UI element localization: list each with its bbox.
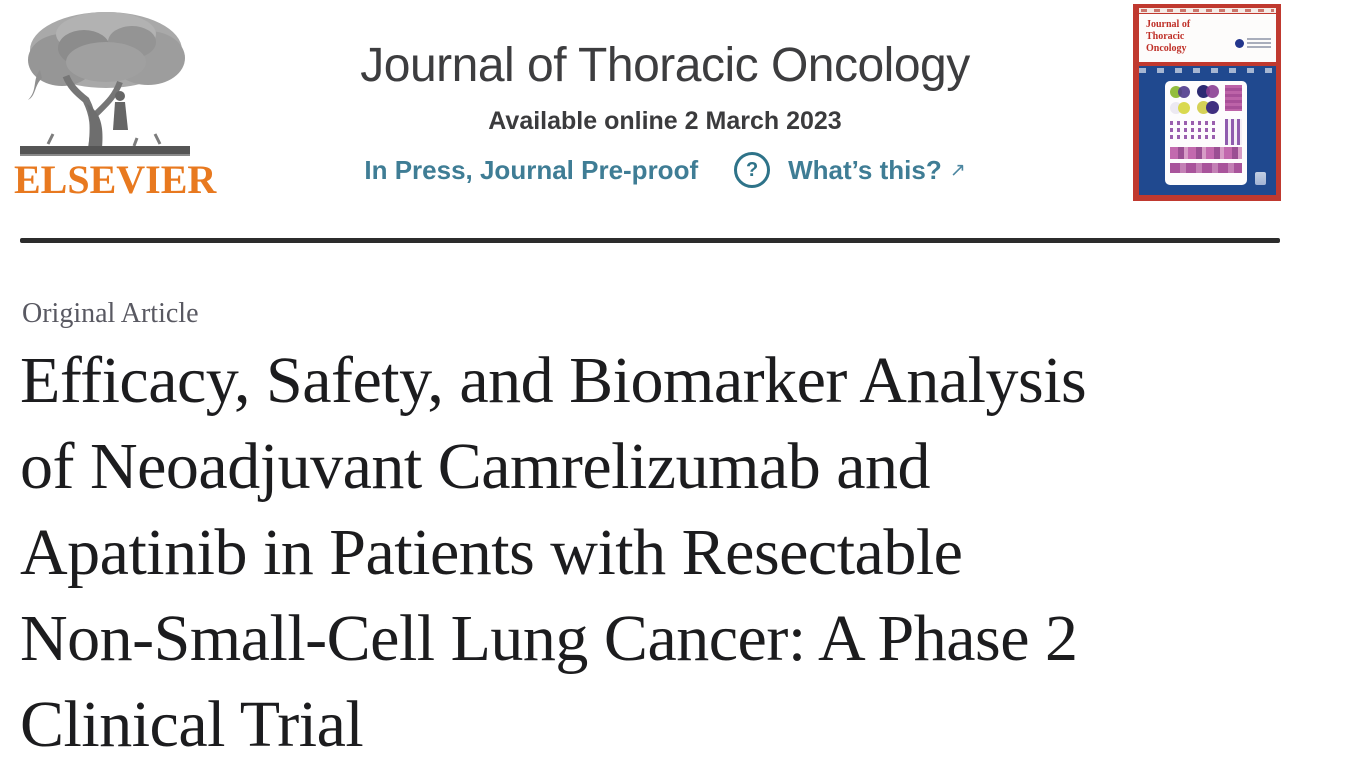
in-press-row [330,152,1000,188]
elsevier-tree-icon [14,6,198,158]
cover-society-logo [1235,36,1271,50]
article-title-line: Apatinib in Patients with Resectable [20,516,963,589]
cover-top-strip [1139,8,1276,13]
cover-masthead [1139,14,1276,62]
article-category: Original Article [22,298,199,329]
cover-issue-bar [1139,68,1276,73]
elsevier-wordmark: ELSEVIER [14,157,217,202]
journal-title: Journal of Thoracic Oncology [360,39,970,92]
cover-body [1139,66,1276,195]
article-title-line: Clinical Trial [20,688,364,760]
external-link-icon: ↗ [949,159,966,181]
header-divider [20,238,1280,243]
available-online-date: Available online 2 March 2023 [488,107,842,135]
help-icon[interactable]: ? [734,152,770,188]
article-title-line: of Neoadjuvant Camrelizumab and [20,430,931,503]
whats-this-link[interactable]: What’s this? [788,154,942,185]
journal-cover-thumbnail[interactable] [1133,4,1281,201]
in-press-status: In Press, Journal Pre-proof [364,154,699,185]
cover-journal-title: Journal of Thoracic Oncology [1146,19,1191,54]
article-title-line: Non-Small-Cell Lung Cancer: A Phase 2 [20,602,1078,675]
cover-publisher-mark [1255,172,1266,185]
elsevier-logo[interactable] [14,6,217,202]
cover-figure-panel [1165,81,1247,185]
article-title [20,338,1086,760]
article-title-line: Efficacy, Safety, and Biomarker Analysis [20,344,1087,417]
journal-header [330,0,1000,188]
